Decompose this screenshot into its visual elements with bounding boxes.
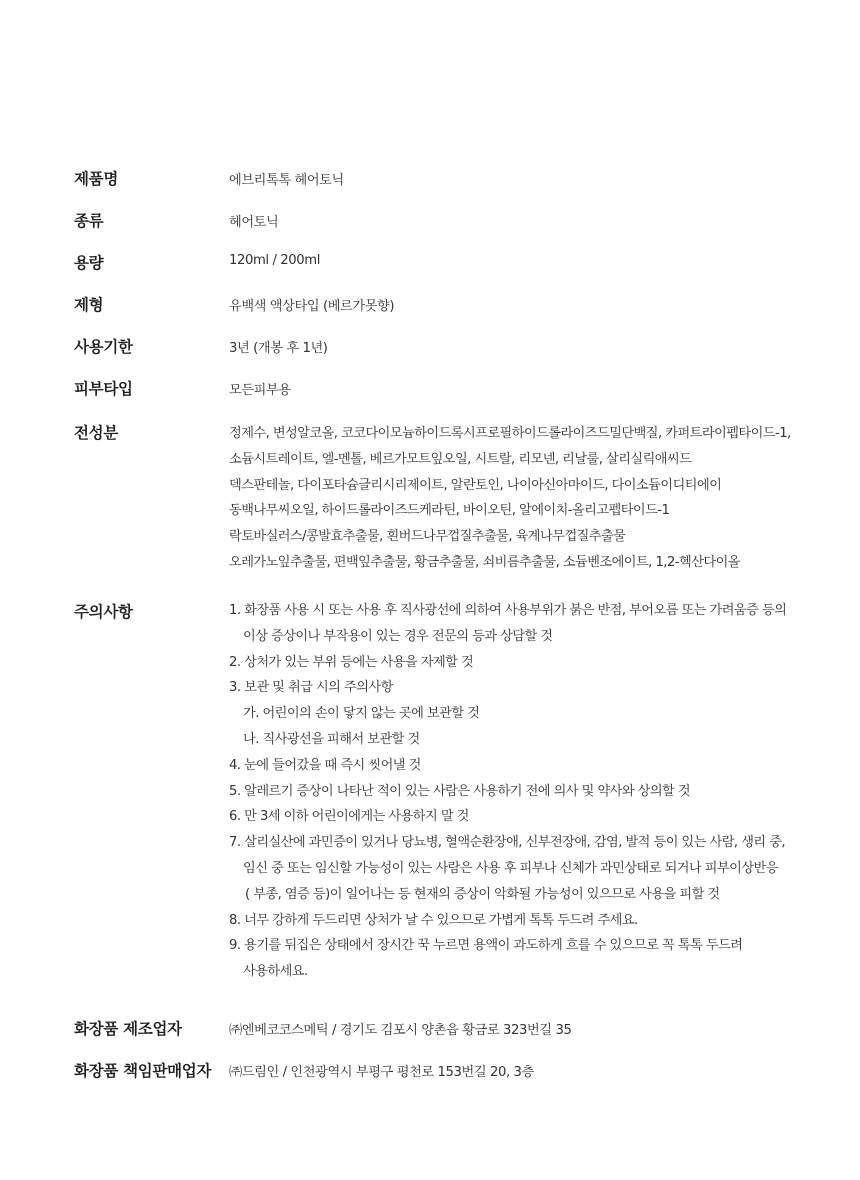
skin-type-label: 피부타입 (74, 380, 133, 398)
caution-item: 5. 알레르기 증상이 나타난 적이 있는 사람은 사용하기 전에 의사 및 약사와 상의할 것 (229, 783, 691, 799)
caution-item: 3. 보관 및 취급 시의 주의사항 (229, 680, 393, 696)
caution-item: 7. 살리실산에 과민증이 있거나 당뇨병, 혈액순환장애, 신부전장애, 감염, 발적 등이 있는 사람, 생리 중, (229, 835, 786, 851)
seller-value: ㈜드림인 / 인천광역시 부평구 평천로 153번길 20, 3층 (229, 1065, 534, 1080)
caution-item: 6. 만 3세 이하 어린이에게는 사용하지 말 것 (229, 809, 469, 825)
expiry-label: 사용기한 (74, 338, 133, 356)
caution-item-continued: ( 부종, 염증 등)이 일어나는 등 현재의 증상이 악화될 가능성이 있으므로 사용을 피할 것 (245, 886, 720, 902)
ingredients-line: 락토바실러스/콩발효추출물, 흰버드나무껍질추출물, 육계나무껍질추출물 (229, 529, 626, 545)
manufacturer-value: ㈜엔베코코스메틱 / 경기도 김포시 양촌읍 황금로 323번길 35 (229, 1023, 572, 1038)
ingredients-line: 덱스판테놀, 다이포타슘글리시리제이트, 알란토인, 나이아신아마이드, 다이소듐이디티에이 (229, 477, 722, 493)
cautions-label: 주의사항 (74, 603, 133, 621)
skin-type-value: 모든피부용 (229, 383, 291, 398)
ingredients-list (229, 421, 829, 576)
manufacturer-label: 화장품 제조업자 (74, 1020, 182, 1038)
caution-sub-item: 나. 직사광선을 피해서 보관할 것 (243, 731, 420, 747)
cautions-list (229, 598, 829, 985)
ingredients-line: 정제수, 변성알코올, 코코다이모늄하이드록시프로필하이드롤라이즈드밀단백질, 카퍼트라이펩타이드-1, (229, 426, 791, 441)
caution-item-continued: 임신 중 또는 임신할 가능성이 있는 사람은 사용 후 피부나 신체가 과민상태로 되거나 피부이상반응 (243, 860, 778, 876)
expiry-value: 3년 (개봉 후 1년) (229, 341, 328, 356)
caution-sub-item: 가. 어린이의 손이 닿지 않는 곳에 보관할 것 (243, 706, 480, 722)
ingredients-label: 전성분 (74, 424, 119, 442)
volume-label: 용량 (74, 254, 104, 272)
type-label: 종류 (74, 212, 104, 230)
caution-item: 8. 너무 강하게 두드리면 상처가 날 수 있으므로 가볍게 톡톡 두드려 주세요. (229, 912, 638, 928)
caution-item-continued: 이상 증상이나 부작용이 있는 경우 전문의 등과 상담할 것 (243, 628, 553, 644)
product-name-label: 제품명 (74, 170, 119, 188)
caution-item: 9. 용기를 뒤집은 상태에서 장시간 꾹 누르면 용액이 과도하게 흐를 수 있으므로 꼭 톡톡 두드려 (229, 938, 743, 954)
volume-value: 120ml / 200ml (229, 253, 320, 268)
type-value: 헤어토닉 (229, 215, 279, 230)
caution-item: 1. 화장품 사용 시 또는 사용 후 직사광선에 의하여 사용부위가 붉은 반점, 부어오름 또는 가려움증 등의 (229, 603, 787, 618)
formulation-label: 제형 (74, 296, 104, 314)
caution-item-continued: 사용하세요. (243, 964, 308, 980)
ingredients-line: 소듐시트레이트, 엘-멘톨, 베르가모트잎오일, 시트랄, 리모넨, 리날룰, 살리실릭애씨드 (229, 451, 692, 467)
product-name-value: 에브리톡톡 헤어토닉 (229, 173, 344, 188)
caution-item: 4. 눈에 들어갔을 때 즉시 씻어낼 것 (229, 757, 421, 773)
formulation-value: 유백색 액상타입 (베르가못향) (229, 299, 395, 314)
ingredients-line: 동백나무씨오일, 하이드롤라이즈드케라틴, 바이오틴, 알에이치-올리고펩타이드-1 (229, 503, 670, 519)
seller-label: 화장품 책임판매업자 (74, 1062, 212, 1080)
ingredients-line: 오레가노잎추출물, 편백잎추출물, 황금추출물, 쇠비름추출물, 소듐벤조에이트, 1,2-헥산다이올 (229, 554, 740, 570)
caution-item: 2. 상처가 있는 부위 등에는 사용을 자제할 것 (229, 654, 474, 670)
